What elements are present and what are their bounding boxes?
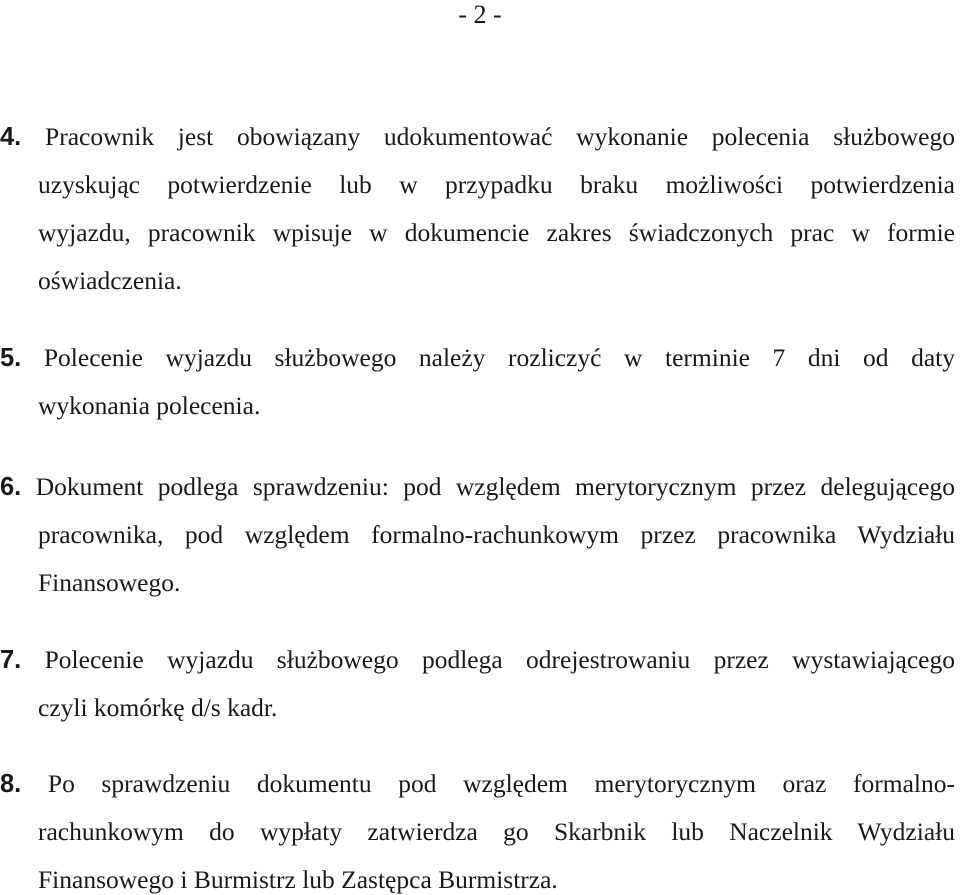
list-item-line: wykonania polecenia. — [38, 391, 261, 420]
list-item-line — [0, 122, 955, 152]
list-item-text: Polecenie wyjazdu służbowego podlega odrejestrowaniu przez wystawiającego — [44, 645, 956, 674]
list-item-text: Pracownik jest obowiązany udokumentować wykonanie polecenia służbowego — [45, 122, 955, 151]
list-item-line: uzyskując potwierdzenie lub w przypadku braku możliwości potwierdzenia — [38, 170, 955, 199]
list-item-number: 8. — [0, 770, 22, 798]
list-item-line: rachunkowym do wypłaty zatwierdza go Skarbnik lub Naczelnik Wydziału — [38, 817, 955, 846]
list-item-line: Finansowego. — [38, 568, 181, 597]
list-item-line: czyli komórkę d/s kadr. — [38, 693, 278, 722]
list-item-number: 6. — [0, 473, 22, 501]
page-number: - 2 - — [458, 0, 502, 29]
list-item-line — [0, 645, 955, 675]
list-item-line: Finansowego i Burmistrz lub Zastępca Burmistrza. — [38, 865, 558, 894]
list-item-line — [0, 769, 955, 799]
list-item-number: 5. — [0, 344, 22, 372]
list-item-line — [0, 343, 955, 373]
list-item-text: Po sprawdzeniu dokumentu pod względem merytorycznym oraz formalno- — [47, 769, 955, 798]
list-item-line: wyjazdu, pracownik wpisuje w dokumencie zakres świadczonych prac w formie — [38, 218, 955, 247]
list-item-line — [0, 472, 955, 502]
list-item-line: pracownika, pod względem formalno-rachunkowym przez pracownika Wydziału — [38, 520, 955, 549]
list-item-line: oświadczenia. — [38, 266, 182, 295]
list-item-text: Dokument podlega sprawdzeniu: pod względem merytorycznym przez delegującego — [35, 472, 956, 501]
list-item-number: 4. — [0, 123, 22, 151]
list-item-text: Polecenie wyjazdu służbowego należy rozliczyć w terminie 7 dni od daty — [43, 343, 955, 372]
list-item-number: 7. — [0, 646, 22, 674]
